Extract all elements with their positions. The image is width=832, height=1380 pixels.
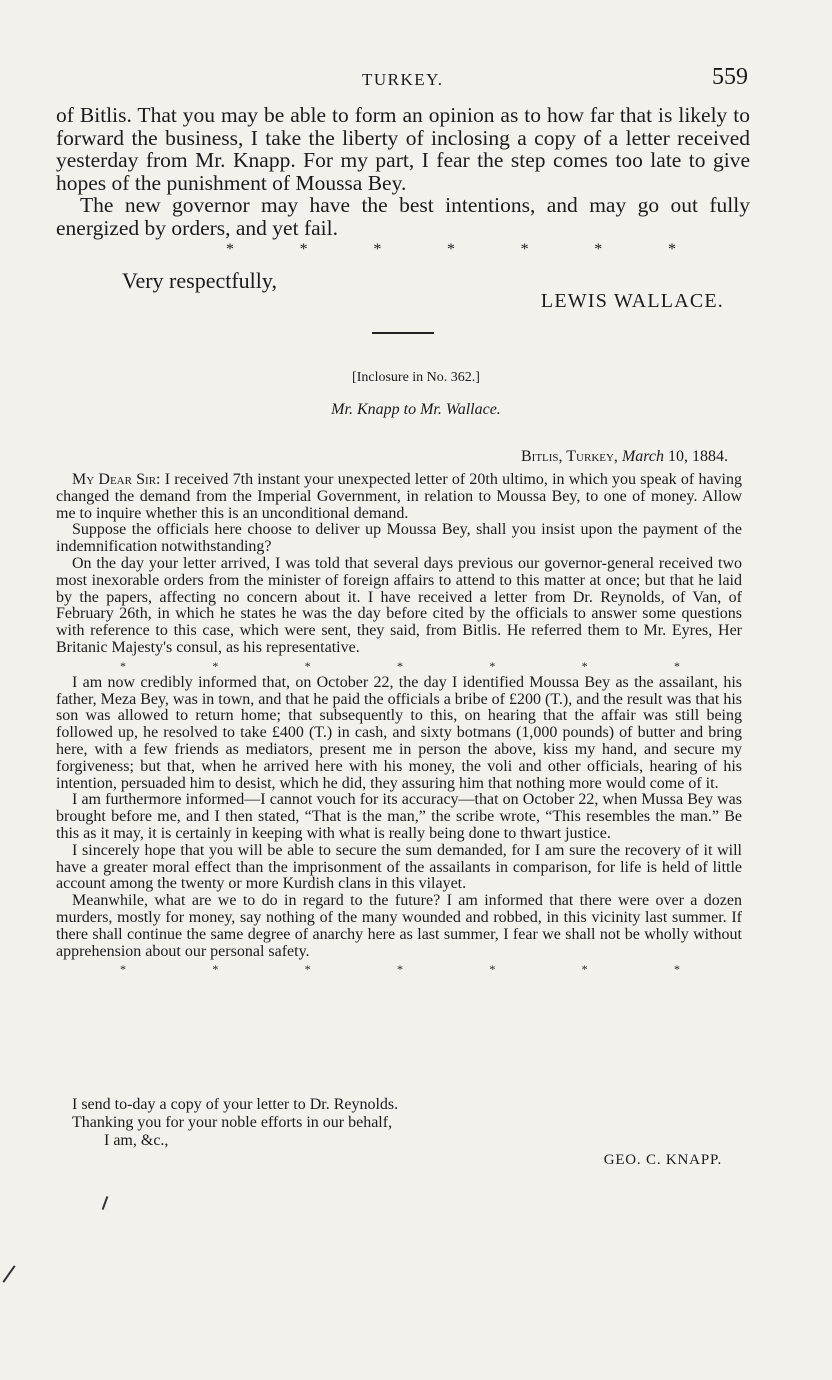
dateline-day-year: 10, 1884. — [668, 448, 728, 465]
star: * — [446, 241, 455, 258]
closing-line: I am, &c., — [104, 1132, 169, 1149]
scan-mark — [2, 1265, 15, 1283]
ellipsis-stars — [56, 657, 742, 675]
star: * — [489, 962, 496, 977]
star: * — [667, 241, 676, 258]
wallace-letter-body — [56, 104, 750, 261]
star: * — [212, 962, 219, 977]
knapp-signature: GEO. C. KNAPP. — [603, 1152, 722, 1168]
wallace-signature: LEWIS WALLACE. — [540, 290, 724, 312]
star: * — [304, 962, 311, 977]
star: * — [673, 962, 680, 977]
wallace-paragraph-2: The new governor may have the best intentions, and may go out fully energized by orders, and yet fail. — [56, 193, 750, 240]
star: * — [594, 241, 603, 258]
knapp-paragraph-7: Meanwhile, what are we to do in regard to the future? I am informed that there were over a dozen murders, mostly for money, say nothing of the many wounded and robbed, in this vicinity last summer. If there shall continue the same degree of anarchy here as last summer, I fear we shall not be wholly without apprehension about our personal safety. — [56, 892, 742, 960]
running-title: TURKEY. — [362, 70, 444, 89]
enclosure-label: [Inclosure in No. 362.] — [352, 370, 480, 385]
knapp-closing — [72, 1096, 398, 1150]
ellipsis-stars — [56, 960, 742, 978]
star: * — [373, 241, 382, 258]
star: * — [120, 658, 126, 673]
star: * — [581, 962, 588, 977]
dateline-place: Bitlis, Turkey, — [521, 448, 618, 465]
knapp-paragraph-1 — [56, 472, 742, 522]
star: * — [520, 241, 529, 258]
salutation: My Dear Sir: — [72, 471, 161, 488]
dateline — [521, 448, 728, 466]
wallace-paragraph-1: of Bitlis. That you may be able to form an opinion as to how far that is likely to forward the business, I take the liberty of inclosing a copy of a letter received yesterday from Mr. Knapp. For my part, I fear the step comes too late to give hopes of the punishment of Moussa Bey. — [56, 103, 750, 195]
wallace-closing: Very respectfully, — [122, 268, 277, 293]
star: * — [212, 658, 219, 673]
star: * — [304, 658, 311, 673]
star: * — [581, 658, 588, 673]
star: * — [396, 962, 403, 977]
section-divider — [372, 332, 434, 334]
running-head — [0, 64, 832, 94]
star: * — [299, 241, 308, 258]
knapp-paragraph-4: I am now credibly informed that, on October 22, the day I identified Moussa Bey as the assailant, his father, Meza Bey, was in town, and that he paid the officials a bribe of £200 (T.), and the result was that his son was allowed to return home; that subsequently to this, on hearing that the affair was still being followed up, he resolved to take £400 (T.) in cash, and sixty botmans (1,000 pounds) of butter and bring here, with a few friends as mediators, present me in person the above, kiss my hand, and secure my forgiveness; but that, when he arrived here with his money, the voli and other officials, hearing of his intention, persuaded him to desist, which he did, they assuring him that nothing more would come of it. — [56, 673, 742, 792]
ellipsis-stars — [56, 239, 750, 261]
closing-line: Thanking you for your noble efforts in our behalf, — [72, 1114, 393, 1131]
star: * — [489, 658, 496, 673]
star: * — [396, 658, 403, 673]
scan-mark — [102, 1196, 109, 1210]
dateline-month: March — [621, 448, 664, 465]
star: * — [226, 241, 234, 258]
closing-line: I send to-day a copy of your letter to Dr. Reynolds. — [72, 1096, 399, 1113]
knapp-paragraph-2: Suppose the officials here choose to deliver up Moussa Bey, shall you insist upon the payment of the indemnification notwithstanding? — [56, 521, 742, 556]
knapp-paragraph-3: On the day your letter arrived, I was told that several days previous our governor-general received two most inexorable orders from the minister of foreign affairs to attend to this matter at once; but that he laid by the papers, affecting no concern about it. I have received a letter from Dr. Reynolds, of Van, of February 26th, in which he states he was the day before cited by the officials to answer some questions with reference to this case, which were sent, they said, from Bitlis. He referred them to Mr. Eyres, Her Britanic Majesty's consul, as his representative. — [56, 554, 742, 656]
letter-title: Mr. Knapp to Mr. Wallace. — [331, 401, 501, 418]
page-number: 559 — [712, 64, 748, 90]
star: * — [673, 658, 680, 673]
star: * — [120, 962, 126, 977]
knapp-paragraph-5: I am furthermore informed—I cannot vouch for its accuracy—that on October 22, when Mussa Bey was brought before me, and I then stated, “That is the man,” the scribe wrote, “This resembles the man.” Be this as it may, it is certainly in keeping with what is really being done to thwart justice. — [56, 791, 742, 842]
knapp-letter-body — [56, 472, 742, 978]
knapp-paragraph-6: I sincerely hope that you will be able to secure the sum demanded, for I am sure the recovery of it will have a greater moral effect than the imprisonment of the assailants in comparison, for life is held of little account among the twenty or more Kurdish clans in this vilayet. — [56, 841, 742, 893]
knapp-paragraph-1-text: I received 7th instant your unexpected letter of 20th ultimo, in which you speak of having changed the demand from the Imperial Government, in relation to Moussa Bey, to one of money. Allow me to inquire whether this is an unconditional demand. — [56, 471, 742, 522]
